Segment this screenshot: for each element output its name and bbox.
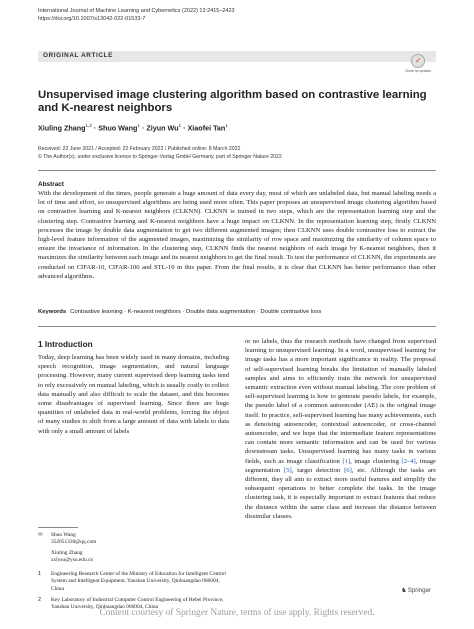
paper-title: Unsupervised image clustering algorithm based on contrastive learning and K-nearest neighbors — [38, 89, 427, 114]
envelope-icon: ✉ — [38, 532, 43, 538]
copyright-line: © The Author(s), under exclusive licence to Springer-Verlag GmbH Germany, part of Springer Nature 2022 — [38, 153, 282, 160]
keywords-label: Keywords — [38, 309, 67, 315]
author-name[interactable]: Ziyun Wu — [146, 123, 179, 133]
springer-horse-icon: ♞ — [401, 586, 407, 594]
keywords — [38, 308, 436, 316]
doi-link[interactable]: https://doi.org/10.1007/s13042-022-01533-7 — [38, 16, 146, 22]
affiliation-text: Engineering Research Center of the Ministry of Education for Intelligent Control System and Intelligent Equipment, Yanshan University, Qinhuangdao 066004, China — [51, 571, 226, 592]
intro-text: or no labels, thus the research methods have changed from supervised learning to unsupervised learning. In a word, unsupervised learning for image tasks has a more important significance in reality. The proposal of self-supervised learning breaks the limitation of manually labeled samples and aims to efficiently train the network for unsupervised semantic extraction even without manual labeling. The core problem of self-supervised learning is how to generate pseudo labels, for example, the pseudo label of a common autoencoder (AE) is the original image itself. In practice, self-supervised learning has many achievements, such as denoising autoencoder, contextual autoencoder, or cross-channel autoencoder, and we hope that the intermediate feature representations can contain more semantic information and can be used for various downstream tasks. Unsupervised learning has many tasks in various fields, such as image classification — [245, 338, 436, 465]
intro-text: , image segmentation — [245, 457, 436, 474]
affiliation-text: Key Laboratory of Industrial Computer Control Engineering of Hebei Province, Yanshan University, Qinhuangdao 066004, China — [51, 597, 224, 611]
check-for-updates-badge[interactable] — [405, 54, 431, 80]
abstract-body: With the development of the times, people generate a huge amount of data every day, most of which are unlabeled data, but manual labeling needs a lot of time and effort, so unsupervised algorithms are being used more often. This paper proposes an unsupervised image clustering algorithm based on contrastive learning and K-nearest neighbors (CLKNN). CLKNN is trained in two steps, which are the representation learning step and the clustering step. Contrastive learning and K-nearest neighbors have a huge impact on CLKNN. In the representation learning step, firstly CLKNN processes the image by double data augmentation to get two different augmented images; then CLKNN uses double contrastive loss to extract the high-level feature information of the augmented images, maximizing the similarity of row space and maximizing the similarity of column space to ensure the invariance of information. In the clustering step, CLKNN finds the nearest neighbors of each image by K-nearest neighbors, then it maximizes the similarity between each image and its nearest neighbors to get the final result. To test the performance of CLKNN, the experiments are conducted on CIFAR-10, CIFAR-100 and STL-10 in this paper. From the final results, it is clear that CLKNN has better performance than other advanced algorithms. — [38, 190, 436, 280]
author-affil: 1 — [178, 123, 182, 128]
section-heading-introduction: 1 Introduction — [38, 340, 93, 349]
check-icon: ✓ — [415, 56, 422, 65]
dates-line: Received: 23 June 2021 / Accepted: 22 February 2022 / Published online: 8 March 2022 — [38, 146, 241, 152]
publisher-name: Springer — [407, 587, 432, 594]
author-affil: 1,2 — [85, 123, 92, 128]
affiliation-mark: 2 — [38, 597, 41, 603]
updates-label: Check for updates — [405, 69, 431, 73]
keywords-items: Contrastive learning · K-nearest neighbors · Double data augmentation · Double contrastive loss — [70, 309, 322, 315]
intro-text: , image clustering — [350, 457, 402, 465]
affiliation-mark: 1 — [38, 571, 41, 577]
divider — [38, 326, 436, 327]
publisher-logo — [401, 586, 431, 594]
author-separator: · — [183, 123, 186, 133]
journal-header — [38, 7, 235, 23]
article-type-label: ORIGINAL ARTICLE — [43, 52, 113, 59]
author-list — [38, 123, 228, 132]
intro-text: , target detection — [291, 466, 345, 474]
author-separator: · — [93, 123, 97, 133]
author-name[interactable]: Shuo Wang — [98, 123, 138, 133]
author-affil: 1 — [137, 123, 140, 128]
author-name[interactable]: Xiaofei Tan — [187, 123, 226, 133]
citation-link[interactable]: [1] — [342, 457, 351, 465]
footnote-divider — [38, 527, 78, 528]
contact-name: Shuo Wang — [51, 532, 76, 538]
citation-link[interactable]: [2–4] — [401, 457, 416, 465]
courtesy-watermark: Content courtesy of Springer Nature, terms of use apply. Rights reserved. — [99, 608, 375, 618]
author-affil: 1 — [225, 123, 228, 128]
updates-circle — [411, 54, 425, 68]
intro-text: , etc. Although the tasks are different, they all aim to extract more useful features and simplify the subsequent operations to better complete the tasks. In the image clustering task, it is especially important to extract features that reduce the distance within the same class and increase the distance between dissimilar classes. — [245, 466, 437, 520]
abstract-heading: Abstract — [38, 181, 64, 188]
divider — [38, 170, 436, 171]
journal-citation: International Journal of Machine Learning and Cybernetics (2022) 13:2415–2423 — [38, 8, 235, 14]
publication-dates — [38, 146, 282, 161]
author-name[interactable]: Xiuling Zhang — [38, 123, 86, 133]
citation-link[interactable]: [5] — [284, 466, 292, 474]
contact-name: Xiuling Zhang — [51, 550, 83, 556]
contact-email[interactable]: zxlysu@ysu.edu.cn — [51, 557, 94, 564]
citation-link[interactable]: [6] — [344, 466, 352, 474]
author-separator: · — [141, 123, 145, 133]
contact-email[interactable]: 352051330@qq.com — [51, 539, 97, 546]
intro-column-left: Today, deep learning has been widely used in many domains, including speech recognition, image segmentation, and natural language processing. However, many current supervised deep learning tasks tend to rely excessively on manual labeling, which is usually costly to collect data manually and also difficult to scale the dataset, and this becomes some disadvantages of supervised learning. Since there are huge quantities of unlabeled data in real-world problems, forcing the object of many studies to shift from a large amount of data with labels to data with only a small amount of labels — [38, 354, 229, 435]
intro-column-right — [245, 337, 436, 521]
article-type-bar — [38, 51, 436, 62]
